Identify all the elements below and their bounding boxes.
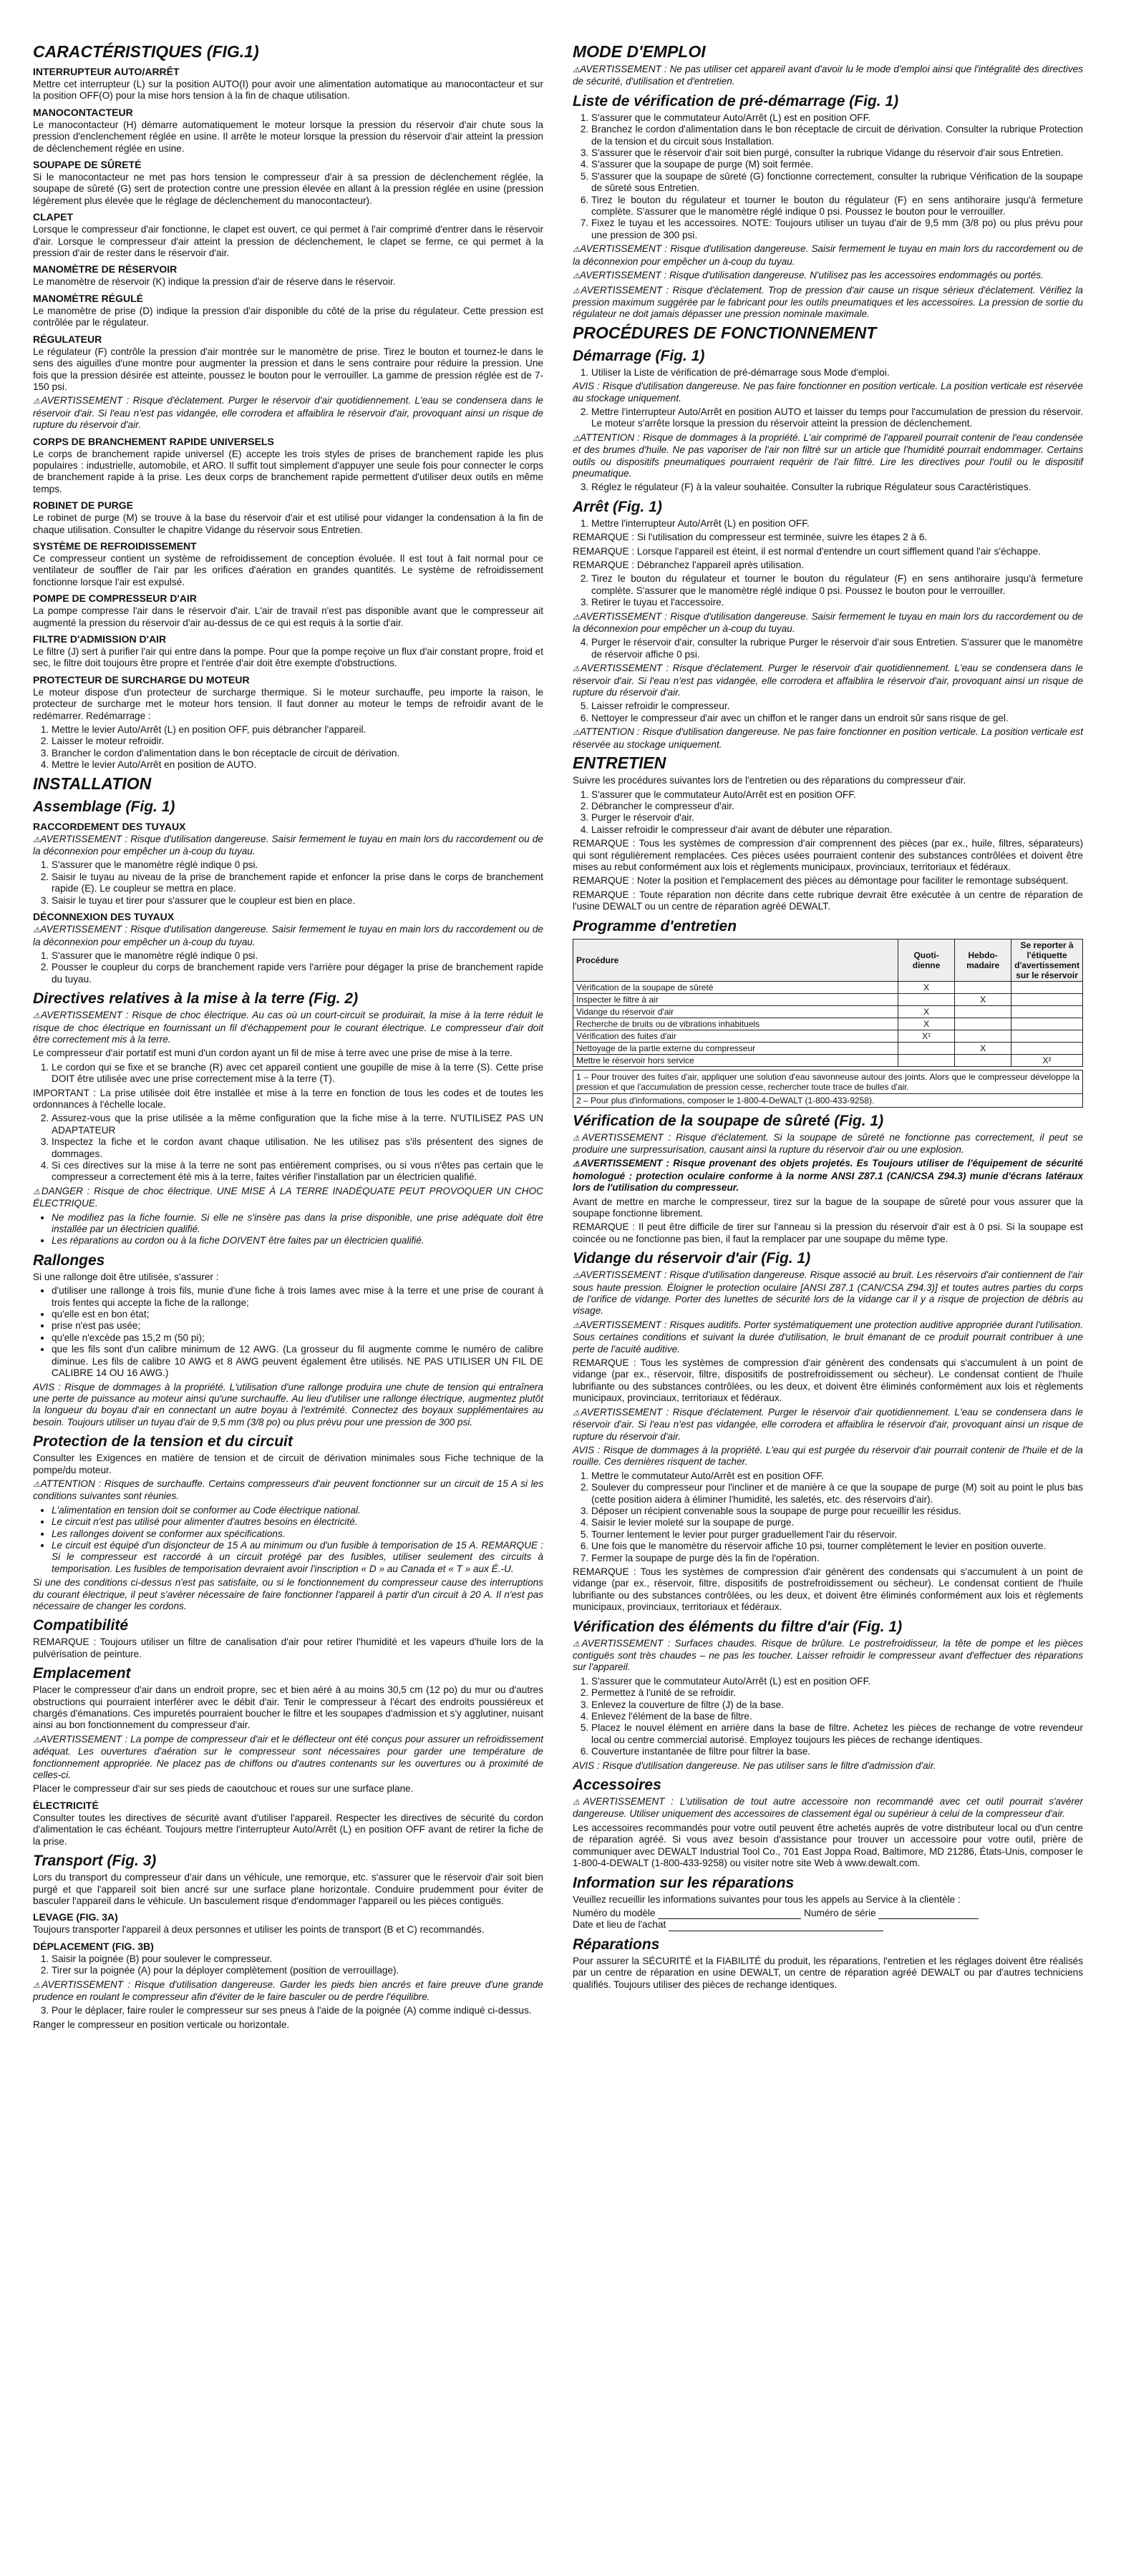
info-serie-label: Numéro de série (804, 1907, 876, 1918)
list-item: 1. Le cordon qui se fixe et se branche (R) avec cet appareil contient une goupille de mise à la terre (S). Cette prise DOIT être utilisée avec une prise correctement mise à la terre (T). (52, 1062, 543, 1085)
entretien-paragraph: Suivre les procédures suivantes lors de l'entretien ou des réparations du compresseur d'air. (573, 775, 966, 786)
feature-heading: RÉGULATEUR (33, 333, 102, 345)
list-item: 2. Assurez-vous que la prise utilisée a la même configuration que la fiche mise à la terre. N'UTILISEZ PAS UN ADAPTATEUR (52, 1113, 543, 1136)
warning-icon: ⚠ (33, 1012, 41, 1021)
feature-heading: INTERRUPTEUR AUTO/ARRÊT (33, 66, 180, 77)
feature-text: Le robinet de purge (M) se trouve à la base du réservoir d'air et est utilisé pour vidanger la condensation à la fin de chaque utilisation. Consulter le chapitre Vidange du réservoir sous Entretien. (33, 512, 543, 535)
table-cell: Vérification de la soupape de sûreté (573, 981, 898, 993)
emplacement-paragraph: Placer le compresseur d'air dans un endroit propre, sec et bien aéré à au moins 30,5 cm (12 po) du mur ou d'autres obstructions qui pourraient interférer avec le débit d'air. Tenir le compresseur à l'écart des endroits poussiéreux et chargés d'émanations. Ces impuretés pourraient boucher le filtre et les soupapes d'admission et s'y agglutiner, nuisant ainsi au bon fonctionnement du compresseur d'air. (33, 1684, 543, 1731)
arret-steps-4 (573, 701, 1083, 724)
terre-steps-2 (33, 1113, 543, 1183)
table-cell: X (898, 1005, 955, 1018)
list-item: 3. Pour le déplacer, faire rouler le compresseur sur ses pneus à l'aide de la poignée (A) comme indiqué ci-dessus. (52, 2005, 543, 2016)
right-column (573, 42, 1083, 1993)
demarrage-steps-3 (573, 482, 1083, 493)
list-item: 1. S'assurer que le manomètre réglé indique 0 psi. (52, 950, 543, 962)
list-item: • Le circuit n'est pas utilisé pour alimenter d'autres besoins en électricité. (52, 1516, 543, 1528)
danger-icon: ⚠ (33, 1187, 42, 1196)
compat-title: Compatibilité (33, 1617, 129, 1634)
table-cell: X (898, 981, 955, 993)
feature-heading: MANOCONTACTEUR (33, 106, 133, 118)
warning-icon: ⚠ (573, 66, 581, 74)
warning-icon: ⚠ (573, 434, 581, 443)
verif-remark: REMARQUE : Il peut être difficile de tirer sur l'anneau si la pression du réservoir d'air est à 0 psi. Si la soupape est coincée ou ne fonctionne pas bien, il faut la remplacer par une soupape du même type. (573, 1221, 1083, 1244)
list-item: 6. Tirez le bouton du régulateur et tourner le bouton du régulateur (F) en sens antihoraire jusqu'à fermeture complète. S'assurer que le manomètre réglé indique 0 psi. Poussez le bouton pour le verrouiller. (591, 195, 1083, 218)
list-item: 4. Saisir le levier moleté sur la soupape de purge. (591, 1517, 1083, 1528)
warning-icon: ⚠ (573, 1133, 582, 1143)
demarrage-steps (573, 367, 1083, 379)
list-item: 1. Mettre l'interrupteur Auto/Arrêt (L) en position OFF. (591, 518, 1083, 530)
terre-steps (33, 1062, 543, 1085)
vidange-remark-2: REMARQUE : Tous les systèmes de compression d'air génèrent des condensats qui s'accumulent à un point de vidange (par ex., réservoir, filtre, dispositifs de postrefroidissement ou sécheur). Le condensat contient de l'huile lubrifiante ou des substances contrôlées, ou les deux, et doivent être éliminés conformément aux lois et règlements municipaux, provinciaux, territoriaux et fédéraux. (573, 1566, 1083, 1613)
deconnexion-steps (33, 950, 543, 985)
entretien-steps (573, 789, 1083, 836)
caracteristiques-title: CARACTÉRISTIQUES (FIG.1) (33, 42, 259, 61)
deplacement-steps-2 (33, 2005, 543, 2016)
list-item: 2. Saisir le tuyau au niveau de la prise de branchement rapide et enfoncer la prise dans le corps de branchement rapide (E). Le coupleur se mettra en place. (52, 872, 543, 895)
date-line (669, 1922, 883, 1931)
list-item: • qu'elle est en bon état; (52, 1309, 543, 1320)
table-cell: X² (1011, 1054, 1083, 1066)
list-item: 5. S'assurer que la soupape de sûreté (G) fonctionne correctement, consulter la rubrique Vérification de la soupape de sûreté sous Entretien. (591, 171, 1083, 195)
arret-remark-3: REMARQUE : Débranchez l'appareil après utilisation. (573, 560, 804, 570)
feature-warning: ⚠AVERTISSEMENT : Risque d'éclatement. Purger le réservoir d'air quotidiennement. L'eau se condensera dans le réservoir d'air. Si l'eau n'est pas vidangée, elle corrodera et affaiblira le réservoir d'air, provoquant ainsi un risque de rupture du réservoir d'air. (33, 395, 543, 431)
table-cell (898, 1042, 955, 1054)
table-cell (955, 1030, 1011, 1042)
list-item: 2. Débrancher le compresseur d'air. (591, 801, 1083, 812)
accessoires-paragraph: Les accessoires recommandés pour votre outil peuvent être achetés auprès de votre distributeur local ou d'un centre de réparation agréé. Si vous avez besoin d'assistance pour trouver un accessoire pour votre outil, prière de communiquer avec DEWALT Industrial Tool Co., 701 East Joppa Road, Baltimore, MD 21286, États-Unis, composer le 1-800-4-DEWALT (1-800-433-9258) ou visiter notre site Web à www.dewalt.com. (573, 1822, 1083, 1869)
arret-remark-2: REMARQUE : Lorsque l'appareil est éteint, il est normal d'entendre un court sifflement quand l'air s'échappe. (573, 545, 1041, 557)
table-cell (955, 1054, 1011, 1066)
list-item: • Le circuit est équipé d'un disjoncteur de 15 A au minimum ou d'un fusible à temporisation de 15 A. REMARQUE : Si le compresseur est raccordé à un circuit protégé par des fusibles, utiliser seulement des circuits à temporisation. Les fusibles de temporisation devraient avoir l'inscription « D » au Canada et « T » aux É.-U. (52, 1540, 543, 1575)
table-row (573, 1054, 1083, 1066)
feature-text: Le manomètre de prise (D) indique la pression d'air disponible du côté de la prise du régulateur. Cette pression est contrôlée par le régulateur. (33, 305, 543, 328)
list-item: 6. Nettoyer le compresseur d'air avec un chiffon et le ranger dans un endroit sûr sans risque de gel. (591, 713, 1083, 724)
list-item: 4. Purger le réservoir d'air, consulter la rubrique Purger le réservoir d'air sous Entretien. S'assurer que le manomètre de réservoir affiche 0 psi. (591, 637, 1083, 660)
table-header-cell: Se reporter à l'étiquette d'avertissement sur le réservoir (1011, 939, 1083, 981)
list-item: 2. Pousser le coupleur du corps de branchement rapide vers l'arrière pour dégager la prise de branchement rapide du tuyau. (52, 962, 543, 985)
feature-heading: POMPE DE COMPRESSEUR D'AIR (33, 592, 197, 605)
vidange-warning-1: ⚠AVERTISSEMENT : Risque d'utilisation dangereuse. Risque associé au bruit. Les réservoirs d'air contiennent de l'air sous haute pression. Éloigner le protection oculaire [ANSI Z87.1 (CAN/CSA Z94.3)] et toutes autres parties du corps de l'orifice de vidange. Porter des lunettes de sécurité lors de la vidange car il y a risque de projection de débris au visage. (573, 1269, 1083, 1317)
feature-text: Ce compresseur contient un système de refroidissement de conception évoluée. Il est tout à fait normal pour ce ventilateur de souffler de l'air par les orifices d'aération en grandes quantités. Le système de refroidissement fonctionne lorsque l'air est expulsé. (33, 552, 543, 587)
feature-heading: CORPS DE BRANCHEMENT RAPIDE UNIVERSELS (33, 435, 274, 447)
reparations-title: Réparations (573, 1936, 660, 1953)
feature-heading: MANOMÈTRE RÉGULÉ (33, 292, 143, 304)
reparations-paragraph: Pour assurer la SÉCURITÉ et la FIABILITÉ du produit, les réparations, l'entretien et les réglages doivent être réalisés par un centre de réparation en usine DEWALT, un centre de réparation agréé DEWALT ou par d'autres techniciens qualifiés. Toujours utiliser des pièces de rechange identiques. (573, 1955, 1083, 1990)
danger-notice: ⚠DANGER : Risque de choc électrique. UNE MISE À LA TERRE INADÉQUATE PEUT PROVOQUER UN CHOC ÉLECTRIQUE. (33, 1185, 543, 1209)
arret-warning: ⚠AVERTISSEMENT : Risque d'utilisation dangereuse. Saisir fermement le tuyau en main lors du raccordement ou de la déconnexion pour empêcher un à-coup du tuyau. (573, 610, 1083, 635)
table-row (573, 1018, 1083, 1030)
vidange-avis: AVIS : Risque de dommages à la propriété. L'eau qui est purgée du réservoir d'air pourrait contenir de l'huile et de la rouille. Ces dernières risquent de tacher. (573, 1444, 1083, 1468)
table-cell: X¹ (898, 1030, 955, 1042)
feature-heading: SOUPAPE DE SÛRETÉ (33, 159, 142, 171)
deplacement-title: DÉPLACEMENT (FIG. 3B) (33, 1940, 154, 1952)
table-cell (1011, 1030, 1083, 1042)
features-list (33, 66, 543, 722)
feature-heading: PROTECTEUR DE SURCHARGE DU MOTEUR (33, 673, 250, 686)
entretien-remark-3: REMARQUE : Toute réparation non décrite dans cette rubrique devrait être exécutée à un centre de réparation de l'usine DEWALT ou un centre de réparation agréé DEWALT. (573, 889, 1083, 912)
mode-warning: ⚠AVERTISSEMENT : Ne pas utiliser cet appareil avant d'avoir lu le mode d'emploi ainsi que l'intégralité des directives de sécurité, d'utilisation et d'entretien. (573, 64, 1083, 87)
list-item: • Les réparations au cordon ou à la fiche DOIVENT être faites par un électricien qualifié. (52, 1235, 543, 1246)
table-cell (898, 993, 955, 1005)
warning-icon: ⚠ (573, 1408, 581, 1418)
demarrage-title: Démarrage (Fig. 1) (573, 347, 705, 364)
list-item: 1. Mettre le levier Auto/Arrêt (L) en position OFF, puis débrancher l'appareil. (52, 724, 543, 736)
warning-icon: ⚠ (573, 728, 580, 738)
protection-title: Protection de la tension et du circuit (33, 1433, 293, 1450)
warning-icon: ⚠ (573, 245, 581, 255)
list-item: 5. Laisser refroidir le compresseur. (591, 701, 1083, 712)
filtre-steps (573, 1676, 1083, 1758)
list-item: 3. Déposer un récipient convenable sous la soupape de purge pour recueillir les résidus. (591, 1506, 1083, 1517)
table-row (573, 1005, 1083, 1018)
list-item: 4. Si ces directives sur la mise à la terre ne sont pas entièrement comprises, ou si vous n'êtes pas certain que le compresseur a correctement été mis à la terre, faites vérifier l'installation par un électricien qualifié. (52, 1160, 543, 1184)
feature-heading: MANOMÈTRE DE RÉSERVOIR (33, 263, 178, 275)
table-body (573, 981, 1083, 1066)
list-item: 7. Fixez le tuyau et les accessoires. NOTE: Toujours utiliser un tuyau d'air de 9,5 mm (3/8 po) ou plus prévu pour une pression de 300 psi. (591, 218, 1083, 241)
warning-icon: ⚠ (573, 1321, 581, 1330)
demarrage-steps-2 (573, 406, 1083, 430)
accessoires-warning: ⚠AVERTISSEMENT : L'utilisation de tout autre accessoire non recommandé avec cet outil pourrait s'avérer dangereuse. Utiliser uniquement des accessoires de classement égal ou supérieur à celui de la compresseur d'air. (573, 1796, 1083, 1820)
table-row (573, 981, 1083, 993)
list-item: 1. S'assurer que le manomètre réglé indique 0 psi. (52, 859, 543, 871)
deplacement-end: Ranger le compresseur en position verticale ou horizontale. (33, 2019, 290, 2030)
table-note-2: 2 – Pour plus d'informations, composer le 1-800-4-DeWALT (1-800-433-9258). (573, 1094, 1083, 1108)
demarrage-avis: AVIS : Risque d'utilisation dangereuse. Ne pas faire fonctionner en position verticale. La position verticale est réservée au stockage uniquement. (573, 381, 1083, 404)
table-cell: Vérification des fuites d'air (573, 1030, 898, 1042)
feature-text: Si le manocontacteur ne met pas hors tension le compresseur d'air à sa pression de déclenchement réglée, la soupape de sûreté (G) sert de protection contre une pression élevée en allant à la pression réglée en usine (pression légèrement plus élevée que le réglage de déclenchement du manocontacteur). (33, 172, 543, 206)
list-item: • Les rallonges doivent se conformer aux spécifications. (52, 1528, 543, 1540)
list-item: 5. Placez le nouvel élément en arrière dans la base de filtre. Achetez les pièces de rechange de votre revendeur local ou centre commercial autorisé. Employez toujours les pièces de rechange identiques. (591, 1722, 1083, 1746)
electricite-paragraph: Consulter toutes les directives de sécurité avant d'utiliser l'appareil. Respecter les directives de sécurité du cordon d'alimentation le cas échéant. Toujours mettre l'interrupteur Auto/Arrêt (L) en position OFF avant de retirer la fiche de la prise. (33, 1812, 543, 1847)
list-item: 1. S'assurer que le commutateur Auto/Arrêt (L) est en position OFF. (591, 112, 1083, 124)
arret-steps-2 (573, 573, 1083, 608)
arret-warning-2: ⚠AVERTISSEMENT : Risque d'éclatement. Purger le réservoir d'air quotidiennement. L'eau se condensera dans le réservoir d'air. Si l'eau n'est pas vidangée, elle corrodera et affaiblira le réservoir d'air, provoquant ainsi un risque de rupture du réservoir d'air. (573, 663, 1083, 698)
deplacement-steps (33, 1953, 543, 1977)
rallonges-title: Rallonges (33, 1252, 105, 1269)
table-cell: Nettoyage de la partie externe du compresseur (573, 1042, 898, 1054)
list-item: 1. Mettre le commutateur Auto/Arrêt est en position OFF. (591, 1470, 1083, 1482)
warning-icon: ⚠ (33, 1480, 41, 1489)
entretien-remark-2: REMARQUE : Noter la position et l'emplacement des pièces au démontage pour faciliter le remontage subséquent. (573, 875, 1069, 887)
procedures-title: PROCÉDURES DE FONCTIONNEMENT (573, 323, 877, 342)
table-header-cell: Procédure (573, 939, 898, 981)
levage-title: LEVAGE (FIG. 3A) (33, 1911, 118, 1923)
danger-items (33, 1212, 543, 1247)
arret-attention: ⚠ATTENTION : Risque d'utilisation dangereuse. Ne pas faire fonctionner en position verticale. La position verticale est réservée au stockage uniquement. (573, 726, 1083, 750)
warning-icon: ⚠ (33, 1981, 42, 1990)
table-cell (1011, 1005, 1083, 1018)
list-item: • que les fils sont d'un calibre minimum de 12 AWG. (La grosseur du fil augmente comme le numéro de calibre diminue. Les fils de calibre 10 AWG et 8 AWG peuvent également être utilisés. NE PAS UTILISER UN FIL DE CALIBRE 14 OU 16 AWG.) (52, 1344, 543, 1379)
table-cell (1011, 993, 1083, 1005)
feature-text: Lorsque le compresseur d'air fonctionne, le clapet est ouvert, ce qui permet à l'air comprimé d'entrer dans le réservoir d'air. Lorsque le compresseur d'air atteint la pression de déclenchement, le clapet se ferme, ce qui permet à la pression d'air de rester dans le réservoir d'air. (33, 224, 543, 259)
feature-heading: SYSTÈME DE REFROIDISSEMENT (33, 540, 197, 552)
list-item: 3. Inspectez la fiche et le cordon avant chaque utilisation. Ne les utilisez pas s'ils présentent des signes de dommages. (52, 1136, 543, 1160)
protection-items (33, 1505, 543, 1575)
table-cell (1011, 1018, 1083, 1030)
verif-warning-1: ⚠AVERTISSEMENT : Risque d'éclatement. Si la soupape de sûreté ne fonctionne pas correctement, il peut se produire une surpressurisation, causant ainsi la rupture du réservoir d'air ou une explosion. (573, 1131, 1083, 1155)
warning-icon: ⚠ (573, 286, 581, 296)
table-row (573, 1030, 1083, 1042)
vidange-warning-2: ⚠AVERTISSEMENT : Risques auditifs. Porter systématiquement une protection auditive appropriée durant l'utilisation. Sous certaines conditions et suivant la durée d'utilisation, le bruit émanant de ce produit pourrait contribuer à une perte de l'acuité auditive. (573, 1319, 1083, 1355)
entretien-title: ENTRETIEN (573, 753, 666, 773)
list-item: 4. Mettre le levier Auto/Arrêt en position de AUTO. (52, 759, 543, 771)
electricite-title: ÉLECTRICITÉ (33, 1799, 99, 1811)
arret-steps-3 (573, 637, 1083, 660)
list-item: 2. Soulever du compresseur pour l'incliner et de manière à ce que la soupape de purge (M) soit au point le plus bas (cette position aidera à éliminer l'humidité, les saletés, etc. des réservoirs d'air). (591, 1482, 1083, 1506)
list-item: 2. Laisser le moteur refroidir. (52, 736, 543, 747)
demarrage-attention: ⚠ATTENTION : Risque de dommages à la propriété. L'air comprimé de l'appareil pourrait contenir de l'eau condensée et des brumes d'huile. Ne pas vaporiser de l'air non filtré sur un article que l'humidité pourrait endommager. Certains outils ou dispositifs pneumatiques pourraient requérir de l'air filtré. Lire les directives pour l'outil ou le dispositif pneumatique. (573, 431, 1083, 479)
warning-icon: ⚠ (573, 1160, 581, 1169)
list-item: 3. Enlevez la couverture de filtre (J) de la base. (591, 1699, 1083, 1711)
table-cell: Vidange du réservoir d'air (573, 1005, 898, 1018)
vidange-title: Vidange du réservoir d'air (Fig. 1) (573, 1250, 811, 1267)
table-row (573, 993, 1083, 1005)
table-header-cell: Quoti-dienne (898, 939, 955, 981)
emplacement-paragraph-2: Placer le compresseur d'air sur ses pieds de caoutchouc et roues sur une surface plane. (33, 1783, 414, 1795)
deconnexion-warning: ⚠AVERTISSEMENT : Risque d'utilisation dangereuse. Saisir fermement le tuyau en main lors du raccordement ou de la déconnexion pour empêcher un à-coup du tuyau. (33, 924, 543, 947)
protection-paragraph: Consulter les Exigences en matière de tension et de circuit de dérivation minimales sous Fiche technique de la pompe/du moteur. (33, 1453, 543, 1475)
list-item: • Ne modifiez pas la fiche fournie. Si elle ne s'insère pas dans la prise disponible, une prise adéquate doit être installée par un électricien qualifié. (52, 1212, 543, 1236)
feature-text: Le moteur dispose d'un protecteur de surcharge thermique. Si le moteur surchauffe, peu importe la raison, le protecteur de surcharge met le moteur hors tension. Il faut donner au moteur le temps de refroidir avant de le redémarrer. Redémarrage : (33, 686, 543, 721)
restart-steps (33, 724, 543, 771)
terre-title: Directives relatives à la mise à la terre (Fig. 2) (33, 990, 359, 1008)
transport-paragraph: Lors du transport du compresseur d'air dans un véhicule, une remorque, etc. s'assurer que le réservoir d'air soit bien purgé et que l'appareil soit bien ancré sur une surface plane horizontale. Conduire prudemment pour éviter de basculer l'appareil dans le véhicule. Un basculement risque d'endommager l'appareil ou les pièces contiguës. (33, 1872, 543, 1906)
list-item: 5. Tourner lentement le levier pour purger graduellement l'air du réservoir. (591, 1529, 1083, 1541)
feature-text: Le filtre (J) sert à purifier l'air qui entre dans la pompe. Pour que la pompe reçoive un flux d'air constant propre, froid et sec, le filtre doit toujours être propre et l'entrée d'air doit être exempte d'obstructions. (33, 646, 543, 669)
warning-icon: ⚠ (573, 1798, 583, 1807)
list-item: 3. Retirer le tuyau et l'accessoire. (591, 597, 1083, 608)
vidange-warning-3: ⚠AVERTISSEMENT : Risque d'éclatement. Purger le réservoir d'air quotidiennement. L'eau se condensera dans le réservoir d'air. Si l'eau n'est pas vidangée, elle corrodera et affaiblira le réservoir d'air, provoquant ainsi un risque de rupture du réservoir d'air. (573, 1406, 1083, 1442)
compat-paragraph: REMARQUE : Toujours utiliser un filtre de canalisation d'air pour retirer l'humidité et les vapeurs d'huile lors de la pulvérisation de peinture. (33, 1636, 543, 1659)
warning-icon: ⚠ (573, 1272, 580, 1281)
table-note-1: 1 – Pour trouver des fuites d'air, appliquer une solution d'eau savonneuse autour des joints. Alors que le compresseur développe la pression et que l'accumulation de pression cesse, rechercher toute trace de bulles d'air. (573, 1070, 1083, 1094)
feature-text: Mettre cet interrupteur (L) sur la position AUTO(I) pour avoir une alimentation automatique au manocontacteur et sur la position OFF(O) pour la mise hors tension à la fin de chaque utilisation. (33, 79, 543, 102)
list-item: 2. Tirez le bouton du régulateur et tourner le bouton du régulateur (F) en sens antihoraire jusqu'à fermeture complète. S'assurer que le manomètre réglé indique 0 psi. Poussez le bouton pour le verrouiller. (591, 573, 1083, 597)
list-item: 7. Fermer la soupape de purge dès la fin de l'opération. (591, 1553, 1083, 1564)
protection-end: Si une des conditions ci-dessus n'est pas satisfaite, ou si le fonctionnement du compresseur cause des interruptions du courant électrique, il peut s'avérer nécessaire de faire fonctionner l'appareil à partir d'un circuit à 20 A. Il n'est pas nécessaire de changer les cordons. (33, 1577, 543, 1611)
arret-remark-1: REMARQUE : Si l'utilisation du compresseur est terminée, suivre les étapes 2 à 6. (573, 532, 928, 543)
arret-steps (573, 518, 1083, 530)
list-item: 2. Tirer sur la poignée (A) pour la déployer complètement (position de verrouillage). (52, 1965, 543, 1976)
table-cell (955, 1018, 1011, 1030)
deconnexion-title: DÉCONNEXION DES TUYAUX (33, 911, 175, 923)
info-fields (573, 1908, 1083, 1931)
table-header-row (573, 939, 1083, 981)
rallonges-items (33, 1285, 543, 1379)
filtre-title: Vérification des éléments du filtre d'air (Fig. 1) (573, 1618, 903, 1635)
feature-text: Le manomètre de réservoir (K) indique la pression d'air de réserve dans le réservoir. (33, 276, 396, 288)
table-cell (1011, 1042, 1083, 1054)
verif-title: Vérification de la soupape de sûreté (Fig. 1) (573, 1112, 884, 1129)
modele-line (658, 1910, 801, 1919)
checklist-warning-2: ⚠AVERTISSEMENT : Risque d'utilisation dangereuse. N'utilisez pas les accessoires endommagés ou portés. (573, 270, 1044, 281)
list-item: • L'alimentation en tension doit se conformer au Code électrique national. (52, 1505, 543, 1516)
warning-icon: ⚠ (573, 1639, 582, 1649)
table-row (573, 1042, 1083, 1054)
feature-heading: CLAPET (33, 211, 73, 223)
checklist-warning-1: ⚠AVERTISSEMENT : Risque d'utilisation dangereuse. Saisir fermement le tuyau en main lors du raccordement ou de la déconnexion pour empêcher un à-coup du tuyau. (573, 243, 1083, 267)
checklist-steps (573, 112, 1083, 241)
info-title: Information sur les réparations (573, 1874, 795, 1891)
warning-icon: ⚠ (573, 665, 581, 674)
deplacement-warning: ⚠AVERTISSEMENT : Risque d'utilisation dangereuse. Garder les pieds bien ancrés et faire preuve d'une grande prudence en roulant le compresseur afin d'éviter de le faire basculer ou de perdre l'équilibre. (33, 1979, 543, 2002)
warning-icon: ⚠ (33, 1735, 41, 1745)
list-item: 3. Saisir le tuyau et tirer pour s'assurer que le coupleur est bien en place. (52, 895, 543, 907)
rallonges-avis: AVIS : Risque de dommages à la propriété. L'utilisation d'une rallonge produira une chute de tension qui entraînera une perte de puissance au moteur ainsi qu'une surchauffe. Au lieu d'utiliser une rallonge électrique, augmentez plutôt la longueur du boyau d'air en connectant un autre boyau à l'extrémité. Connectez des boyaux supplémentaires au besoin. Toujours utiliser un tuyau d'air de 9,5 mm (3/8 po) ou plus prévu pour une pression de 300 psi. (33, 1381, 543, 1428)
list-item: • qu'elle n'excède pas 15,2 m (50 pi); (52, 1332, 543, 1344)
table-cell (955, 1005, 1011, 1018)
list-item: 1. S'assurer que le commutateur Auto/Arrêt est en position OFF. (591, 789, 1083, 801)
verif-warning-2: ⚠AVERTISSEMENT : Risque provenant des objets projetés. Es Toujours utiliser de l'équipement de sécurité homologué : protection oculaire conforme à la norme ANSI Z87.1 (CAN/CSA Z94.3) munie d'écrans latéraux lors de l'utilisation du compresseur. (573, 1158, 1083, 1194)
list-item: 4. Enlevez l'élément de la base de filtre. (591, 1711, 1083, 1722)
warning-icon: ⚠ (573, 272, 580, 281)
feature-heading: ROBINET DE PURGE (33, 499, 134, 512)
list-item: 4. Laisser refroidir le compresseur d'air avant de débuter une réparation. (591, 824, 1083, 836)
feature-text: Le régulateur (F) contrôle la pression d'air montrée sur le manomètre de prise. Tirez le bouton et tournez-le dans le sens des aiguilles d'une montre pour augmenter la pression et dans le sens contraire pour réduire la pression. Une fois que la pression désirée est atteinte, poussez le bouton pour le verrouiller. La gamme de pression réglée est de 7-150 psi. (33, 346, 543, 392)
feature-text: La pompe compresse l'air dans le réservoir d'air. L'air de travail n'est pas disponible avant que le compresseur ait augmenté la pression du réservoir d'air au-dessus de ce qui est requis à la sortie d'air. (33, 605, 543, 628)
table-cell: X (955, 993, 1011, 1005)
warning-icon: ⚠ (33, 926, 41, 935)
list-item: 4. S'assurer que la soupape de purge (M) soit fermée. (591, 159, 1083, 170)
raccordement-steps (33, 859, 543, 907)
filtre-avis: AVIS : Risque d'utilisation dangereuse. Ne pas utiliser sans le filtre d'admission d'air. (573, 1760, 936, 1771)
table-cell: Mettre le réservoir hors service (573, 1054, 898, 1066)
list-item: 3. Purger le réservoir d'air. (591, 812, 1083, 824)
list-item: 6. Une fois que le manomètre du réservoir affiche 10 psi, tourner complètement le levier en position ouverte. (591, 1541, 1083, 1552)
warning-icon: ⚠ (573, 613, 581, 622)
mode-title: MODE D'EMPLOI (573, 42, 706, 61)
assemblage-title: Assemblage (Fig. 1) (33, 798, 175, 815)
info-modele-label: Numéro du modèle (573, 1907, 656, 1918)
list-item: 2. Branchez le cordon d'alimentation dans le bon réceptacle de circuit de dérivation. Consulter la rubrique Protection de la tension et du circuit sous Installation. (591, 124, 1083, 147)
vidange-steps (573, 1470, 1083, 1564)
rallonges-paragraph: Si une rallonge doit être utilisée, s'assurer : (33, 1271, 219, 1282)
list-item: 1. Utiliser la Liste de vérification de pré-démarrage sous Mode d'emploi. (591, 367, 1083, 379)
list-item: 3. S'assurer que le réservoir d'air soit bien purgé, consulter la rubrique Vidange du réservoir d'air sous Entretien. (591, 147, 1083, 159)
warning-icon: ⚠ (33, 397, 42, 406)
table-cell: Inspecter le filtre à air (573, 993, 898, 1005)
feature-text: Le manocontacteur (H) démarre automatiquement le moteur lorsque la pression du réservoir d'air chute sous la pression d'enclenchement réglée en usine. Il arrête le moteur lorsque la pression du réservoir d'air atteint la pression de déclenchement réglée en usine. (33, 119, 543, 154)
table-cell: X (955, 1042, 1011, 1054)
list-item: 3. Réglez le régulateur (F) à la valeur souhaitée. Consulter la rubrique Régulateur sous Caractéristiques. (591, 482, 1083, 493)
info-paragraph: Veuillez recueillir les informations suivantes pour tous les appels au Service à la clientèle : (573, 1893, 961, 1905)
transport-title: Transport (Fig. 3) (33, 1853, 157, 1870)
list-item: 2. Mettre l'interrupteur Auto/Arrêt en position AUTO et laisser du temps pour l'accumulation de pression du réservoir. Le moteur s'arrête lorsque la pression du réservoir atteint la pression de déclenchement. (591, 406, 1083, 430)
serie-line (878, 1910, 979, 1919)
terre-important: IMPORTANT : La prise utilisée doit être installée et mise à la terre en fonction de tous les codes et de toutes les ordonnances à l'échelle locale. (33, 1087, 543, 1110)
emplacement-warning: ⚠AVERTISSEMENT : La pompe de compresseur d'air et le déflecteur ont été conçus pour assurer un refroidissement adéquat. Les ouvertures d'aération sur le compresseur sont nécessaires pour garder une température de fonctionnement appropriée. Ne placez pas de chiffons ou d'autres contenants sur les ouvertures ou à proximité de celles-ci. (33, 1733, 543, 1781)
list-item: 1. S'assurer que le commutateur Auto/Arrêt (L) est en position OFF. (591, 1676, 1083, 1687)
checklist-warning-3: ⚠AVERTISSEMENT : Risque d'éclatement. Trop de pression d'air cause un risque sérieux d'éclatement. Vérifiez la pression maximum suggérée par le fabricant pour les outils pneumatiques et les accessoires. La pression de sortie du régulateur ne doit jamais dépasser une pression nominale maximale. (573, 284, 1083, 320)
feature-text: Le corps de branchement rapide universel (E) accepte les trois styles de prises de branchement rapide les plus populaires : industrielle, automobile, et ARO. Il suffit tout simplement d'appuyer une seule fois pour connecter le corps de branchement rapide à la prise. Les deux corps de branchement rapide permettent d'utiliser deux outils en même temps. (33, 448, 543, 494)
list-item: • prise n'est pas usée; (52, 1320, 543, 1332)
verif-paragraph: Avant de mettre en marche le compresseur, tirez sur la bague de la soupape de sûreté pour vous assurer que la soupape fonctionne librement. (573, 1196, 1083, 1219)
emplacement-title: Emplacement (33, 1665, 131, 1682)
programme-title: Programme d'entretien (573, 917, 737, 935)
table-cell (898, 1054, 955, 1066)
raccordement-title: RACCORDEMENT DES TUYAUX (33, 820, 186, 832)
list-item: 3. Brancher le cordon d'alimentation dans le bon réceptacle de circuit de dérivation. (52, 748, 543, 759)
list-item: 1. Saisir la poignée (B) pour soulever le compresseur. (52, 1953, 543, 1965)
left-column (33, 42, 543, 2033)
checklist-title: Liste de vérification de pré-démarrage (Fig. 1) (573, 92, 899, 109)
table-cell (955, 981, 1011, 993)
arret-title: Arrêt (Fig. 1) (573, 498, 662, 515)
list-item: • d'utiliser une rallonge à trois fils, munie d'une fiche à trois lames avec mise à la terre et une prise de courant à trois fentes qui accepte la fiche de la rallonge; (52, 1285, 543, 1309)
list-item: 2. Permettez à l'unité de se refroidir. (591, 1687, 1083, 1699)
protection-attention: ⚠ATTENTION : Risques de surchauffe. Certains compresseurs d'air peuvent fonctionner sur un circuit de 15 A si les conditions suivantes sont réunies. (33, 1478, 543, 1502)
filtre-warning: ⚠AVERTISSEMENT : Surfaces chaudes. Risque de brûlure. Le postrefroidisseur, la tête de pompe et les pièces contiguës sont très chaudes – ne pas les toucher. Laisser refroidir le compresseur avant d'effectuer des réparations sur l'appareil. (573, 1637, 1083, 1673)
table-cell: X (898, 1018, 955, 1030)
raccordement-warning: ⚠AVERTISSEMENT : Risque d'utilisation dangereuse. Saisir fermement le tuyau en main lors du raccordement ou de la déconnexion pour empêcher un à-coup du tuyau. (33, 833, 543, 857)
installation-title: INSTALLATION (33, 774, 152, 793)
accessoires-title: Accessoires (573, 1777, 661, 1794)
feature-heading: FILTRE D'ADMISSION D'AIR (33, 633, 167, 645)
terre-paragraph: Le compresseur d'air portatif est muni d'un cordon ayant un fil de mise à terre avec une prise de mise à la terre. (33, 1048, 513, 1059)
list-item: 6. Couverture instantanée de filtre pour filtrer la base. (591, 1746, 1083, 1757)
warning-icon: ⚠ (33, 835, 41, 844)
maintenance-table (573, 939, 1083, 1067)
table-cell: Recherche de bruits ou de vibrations inhabituels (573, 1018, 898, 1030)
levage-paragraph: Toujours transporter l'appareil à deux personnes et utiliser les points de transport (B et C) recommandés. (33, 1924, 485, 1936)
terre-warning: ⚠AVERTISSEMENT : Risque de choc électrique. Au cas où un court-circuit se produirait, la mise à la terre réduit le risque de choc électrique en fournissant un fil d'échappement pour le courant électrique. Le compresseur d'air doit être correctement mis à la terre. (33, 1010, 543, 1045)
table-cell (1011, 981, 1083, 993)
info-date-label: Date et lieu de l'achat (573, 1919, 666, 1931)
entretien-remark-1: REMARQUE : Tous les systèmes de compression d'air comprennent des pièces (par ex., huile, filtres, séparateurs) qui sont régulièrement remplacées. Ces pièces usées pourraient contenir des substances contrôlées et doivent être mises au rebut conformément aux lois et règlements municipaux, provinciaux, territoriaux et fédéraux. (573, 838, 1083, 872)
table-header-cell: Hebdo-madaire (955, 939, 1011, 981)
vidange-remark: REMARQUE : Tous les systèmes de compression d'air génèrent des condensats qui s'accumulent à un point de vidange (par ex., réservoir, filtre, dispositifs de postrefroidissement ou sécheur). Le condensat contient de l'huile lubrifiante ou des substances contrôlées, ou les deux, et doivent être éliminés conformément aux lois et règlements municipaux, provinciaux, territoriaux et fédéraux. (573, 1357, 1083, 1404)
